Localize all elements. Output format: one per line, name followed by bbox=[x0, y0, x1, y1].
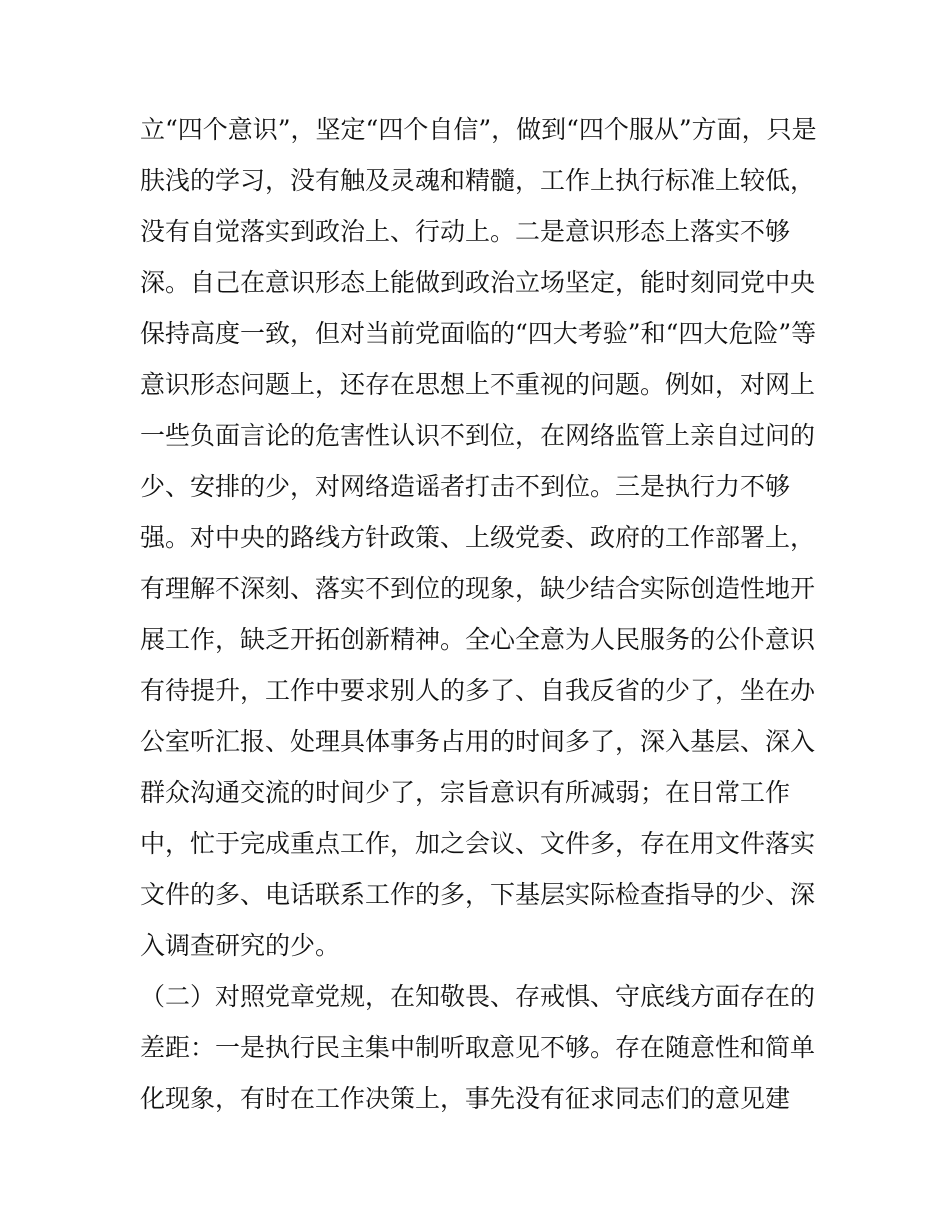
text-line: 意识形态问题上，还存在思想上不重视的问题。例如，对网上 bbox=[140, 370, 816, 399]
text-line: 立“四个意识”，坚定“四个自信”，做到“四个服从”方面，只是 bbox=[140, 115, 817, 144]
text-line: 化现象，有时在工作决策上，事先没有征求同志们的意见建 bbox=[140, 1084, 791, 1113]
text-line: 公室听汇报、处理具体事务占用的时间多了，深入基层、深入 bbox=[140, 727, 816, 756]
text-line: 肤浅的学习，没有触及灵魂和精髓，工作上执行标准上较低， bbox=[140, 166, 816, 195]
text-line: 文件的多、电话联系工作的多，下基层实际检查指导的少、深 bbox=[140, 880, 816, 909]
section-heading-line: （二）对照党章党规，在知敬畏、存戒惧、守底线方面存在的 bbox=[140, 982, 816, 1011]
text-line: 没有自觉落实到政治上、行动上。二是意识形态上落实不够 bbox=[140, 217, 791, 246]
text-line: 展工作，缺乏开拓创新精神。全心全意为人民服务的公仆意识 bbox=[140, 625, 816, 654]
text-line: 有理解不深刻、落实不到位的现象，缺少结合实际创造性地开 bbox=[140, 574, 816, 603]
text-line: 入调查研究的少。 bbox=[140, 931, 341, 960]
text-line: 强。对中央的路线方针政策、上级党委、政府的工作部署上， bbox=[140, 523, 816, 552]
text-line: 深。自己在意识形态上能做到政治立场坚定，能时刻同党中央 bbox=[140, 268, 816, 297]
text-line: 群众沟通交流的时间少了，宗旨意识有所减弱；在日常工作 bbox=[140, 778, 791, 807]
text-line: 有待提升，工作中要求别人的多了、自我反省的少了，坐在办 bbox=[140, 676, 816, 705]
text-line: 中，忙于完成重点工作，加之会议、文件多，存在用文件落实 bbox=[140, 829, 816, 858]
text-line: 差距：一是执行民主集中制听取意见不够。存在随意性和简单 bbox=[140, 1033, 816, 1062]
text-line: 少、安排的少，对网络造谣者打击不到位。三是执行力不够 bbox=[140, 472, 791, 501]
body-text bbox=[140, 104, 820, 1124]
text-line: 一些负面言论的危害性认识不到位，在网络监管上亲自过问的 bbox=[140, 421, 816, 450]
text-line: 保持高度一致，但对当前党面临的“四大考验”和“四大危险”等 bbox=[140, 319, 817, 348]
